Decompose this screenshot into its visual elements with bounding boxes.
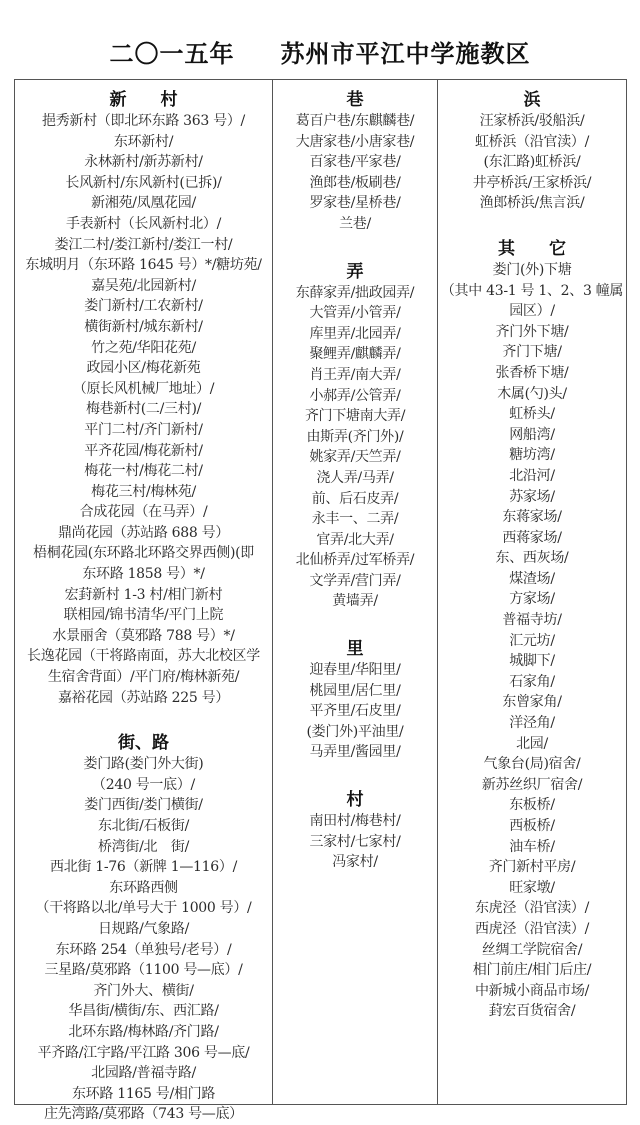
list-item: 生宿舍背面）/平门府/梅林新苑/ (47, 669, 240, 686)
list-item: 城脚下/ (509, 653, 555, 670)
list-item: 大唐家巷/小唐家巷/ (295, 133, 415, 150)
list-item: 官弄/北大弄/ (316, 531, 394, 548)
list-item: 娄门路(娄门外大街) (83, 756, 204, 773)
section-heading: 其 它 (498, 238, 566, 259)
list-item: 东板桥/ (509, 797, 555, 814)
list-item: 聚鲤弄/麒麟弄/ (309, 346, 401, 363)
list-item: （240 号一底）/ (92, 776, 195, 793)
list-item: （其中 43-1 号 1、2、3 幢属 (440, 282, 624, 299)
list-item: 油车桥/ (509, 838, 555, 855)
list-item: 汇元坊/ (509, 632, 555, 649)
column-3 (438, 80, 626, 1104)
document-title (0, 34, 640, 69)
list-item: 娄门(外)下塘 (492, 261, 572, 278)
list-item: 桃园里/居仁里/ (309, 682, 401, 699)
list-item: 兰巷/ (339, 215, 371, 232)
section (273, 789, 437, 873)
list-item: 东城明月（东环路 1645 号）*/糖坊苑/ (25, 257, 262, 274)
list-item: 桥湾街/北 街/ (97, 838, 190, 855)
list-item: 梅巷新村(二/三村)/ (85, 401, 202, 418)
list-item: 葑宏百货宿舍/ (488, 1003, 576, 1020)
list-item: 西蒋家场/ (502, 529, 562, 546)
list-item: 娄门西街/娄门横街/ (84, 797, 203, 814)
list-item: 梅花三村/梅林苑/ (91, 483, 196, 500)
list-item: 梧桐花园(东环路北环路交界西侧)(即 (33, 545, 254, 562)
section-heading: 里 (346, 639, 364, 660)
list-item: 齐门外下塘/ (495, 323, 569, 340)
list-item: 庄先湾路/莫邪路（743 号—底） (44, 1106, 243, 1123)
list-item: 东虎泾（沿官渎）/ (474, 900, 590, 917)
list-item: 平齐花园/梅花新村/ (84, 442, 203, 459)
list-item: 井亭桥浜/王家桥浜/ (472, 174, 592, 191)
list-item: 园区）/ (509, 303, 555, 320)
list-item: 南田村/梅巷村/ (309, 813, 401, 830)
list-item: 洋泾角/ (509, 715, 555, 732)
list-item: 张香桥下塘/ (495, 364, 569, 381)
list-item: 虹桥浜（沿官渎）/ (474, 133, 590, 150)
list-item: 水景丽舍（莫邪路 788 号）*/ (52, 627, 235, 644)
section (273, 89, 437, 235)
list-item: 平齐路/江宇路/平江路 306 号—底/ (37, 1044, 250, 1061)
list-item: 嘉裕花园（苏站路 225 号） (57, 689, 230, 706)
list-item: 新湘苑/凤凰花园/ (91, 195, 196, 212)
list-item: 木属(勺)头/ (497, 385, 567, 402)
list-item: 娄江二村/娄江新村/娄江一村/ (54, 236, 233, 253)
list-item: 日规路/气象路/ (97, 920, 190, 937)
list-item: 东环路西侧 (109, 879, 178, 896)
list-item: 石家角/ (509, 673, 555, 690)
list-item: 合成花园（在马弄）/ (79, 504, 208, 521)
list-item: 东环路 1165 号/相门路 (71, 1085, 216, 1102)
list-item: 竹之苑/华阳花苑/ (91, 339, 196, 356)
list-item: 西北街 1-76（新牌 1—116）/ (50, 859, 237, 876)
section (273, 638, 437, 763)
list-item: 大管弄/小管弄/ (309, 305, 401, 322)
list-item: 苏家场/ (509, 488, 555, 505)
list-item: 煤渣场/ (509, 570, 555, 587)
column-1 (15, 80, 273, 1123)
list-item: 西虎泾（沿官渎）/ (474, 920, 590, 937)
list-item: 百家巷/平家巷/ (309, 154, 401, 171)
list-item: 平齐里/石皮里/ (309, 703, 401, 720)
list-item: 相门前庄/相门后庄/ (472, 962, 592, 979)
list-item: 齐门下塘南大弄/ (304, 408, 406, 425)
list-item: 娄门新村/工农新村/ (84, 298, 203, 315)
list-item: 迎春里/华阳里/ (309, 662, 401, 679)
list-item: 北环东路/梅林路/齐门路/ (68, 1023, 219, 1040)
list-item: 虹桥头/ (509, 406, 555, 423)
section (438, 89, 626, 214)
section-heading: 村 (346, 790, 364, 811)
list-item: 普福寺坊/ (502, 612, 562, 629)
list-item: 小郝弄/公管弄/ (309, 387, 401, 404)
list-item: 东、西灰场/ (495, 550, 569, 567)
list-item: 齐门新村平房/ (488, 859, 576, 876)
list-item: 冯家村/ (332, 854, 378, 871)
list-item: 旺家墩/ (509, 879, 555, 896)
list-item: 糖坊湾/ (509, 447, 555, 464)
district-table (14, 79, 627, 1123)
list-item: 葛百户巷/东麒麟巷/ (295, 113, 415, 129)
list-item: 马弄里/酱园里/ (309, 744, 401, 761)
list-item: 嘉吴苑/北园新村/ (91, 277, 196, 294)
list-item: 中新城小商品市场/ (474, 982, 590, 999)
list-item: 东薛家弄/拙政园弄/ (295, 284, 415, 301)
list-item: 罗家巷/星桥巷/ (309, 195, 401, 212)
list-item: 永丰一、二弄/ (311, 511, 399, 528)
list-item: 东环路 254（单独号/老号）/ (55, 941, 232, 958)
list-item: 三星路/莫邪路（1100 号—底）/ (44, 962, 243, 979)
section (273, 261, 437, 613)
list-item: 丝绸工学院宿舍/ (481, 941, 583, 958)
list-item: 新苏丝织厂宿舍/ (481, 776, 583, 793)
list-item: 方家场/ (509, 591, 555, 608)
list-item: 渔郎巷/板刷巷/ (309, 174, 401, 191)
section-heading: 街、路 (118, 733, 169, 754)
list-item: 平门二村/齐门新村/ (84, 421, 203, 438)
list-item: 长风新村/东风新村(已拆)/ (65, 174, 222, 191)
list-item: 齐门外大、横街/ (93, 982, 194, 999)
list-item: 华昌街/横街/东、西汇路/ (68, 1003, 219, 1020)
list-item: (东汇路)虹桥浜/ (483, 154, 581, 171)
list-item: 横街新村/城东新村/ (84, 318, 203, 335)
list-item: 文学弄/营门弄/ (309, 572, 401, 589)
section (15, 732, 272, 1125)
section-heading: 弄 (346, 261, 364, 282)
list-item: 鼎尚花园（苏站路 688 号） (57, 524, 230, 541)
title-year: 二〇一五年 (109, 40, 235, 68)
list-item: 手表新村（长风新村北）/ (65, 215, 222, 232)
list-item: 黄墙弄/ (332, 593, 378, 610)
section (438, 238, 626, 1022)
section-heading: 巷 (346, 90, 364, 110)
list-item: 西板桥/ (509, 818, 555, 834)
list-item: 网船湾/ (509, 426, 555, 443)
list-item: 东蒋家场/ (502, 509, 562, 526)
list-item: 政园小区/梅花新苑 (86, 360, 201, 377)
list-item: 北园路/普福寺路/ (91, 1065, 196, 1082)
list-item: 长逸花园（干将路南面，苏大北校区学 (27, 648, 260, 665)
list-item: 挹秀新村（即北环东路 363 号）/ (42, 113, 245, 129)
list-item: 肖王弄/南大弄/ (309, 366, 401, 383)
list-item: 气象台(局)宿舍/ (483, 756, 581, 773)
list-item: 三家村/七家村/ (309, 833, 401, 850)
list-item: 东曾家角/ (502, 694, 562, 711)
column-2 (273, 80, 438, 1104)
section-heading: 浜 (523, 90, 541, 110)
list-item: 由斯弄(齐门外)/ (306, 428, 404, 445)
list-item: 东北街/石板街/ (97, 818, 190, 834)
list-item: 东环新村/ (113, 133, 174, 150)
section-heading: 新 村 (109, 90, 178, 110)
list-item: （干将路以北/单号大于 1000 号）/ (35, 900, 252, 917)
list-item: 永林新村/新苏新村/ (84, 154, 203, 171)
list-item: 北园/ (516, 735, 548, 752)
list-item: 浇人弄/马弄/ (316, 469, 394, 486)
list-item: 东环路 1858 号）*/ (82, 566, 205, 583)
list-item: 齐门下塘/ (502, 344, 562, 361)
list-item: 姚家弄/天竺弄/ (309, 449, 401, 466)
list-item: 前、后石皮弄/ (311, 490, 399, 507)
list-item: (娄门外)平油里/ (306, 723, 404, 740)
list-item: （原长风机械厂地址）/ (72, 380, 215, 397)
list-item: 梅花一村/梅花二村/ (84, 463, 203, 480)
list-item: 联相园/锦书清华/平门上院 (63, 607, 224, 624)
section (15, 89, 272, 708)
list-item: 北仙桥弄/过军桥弄/ (295, 552, 415, 569)
title-name: 苏州市平江中学施教区 (280, 40, 531, 68)
list-item: 汪家桥浜/驳船浜/ (479, 113, 585, 129)
list-item: 宏葑新村 1-3 村/相门新村 (64, 586, 223, 603)
list-item: 库里弄/北园弄/ (309, 325, 401, 342)
list-item: 渔郎桥浜/焦言浜/ (479, 195, 585, 212)
list-item: 北沿河/ (509, 467, 555, 484)
